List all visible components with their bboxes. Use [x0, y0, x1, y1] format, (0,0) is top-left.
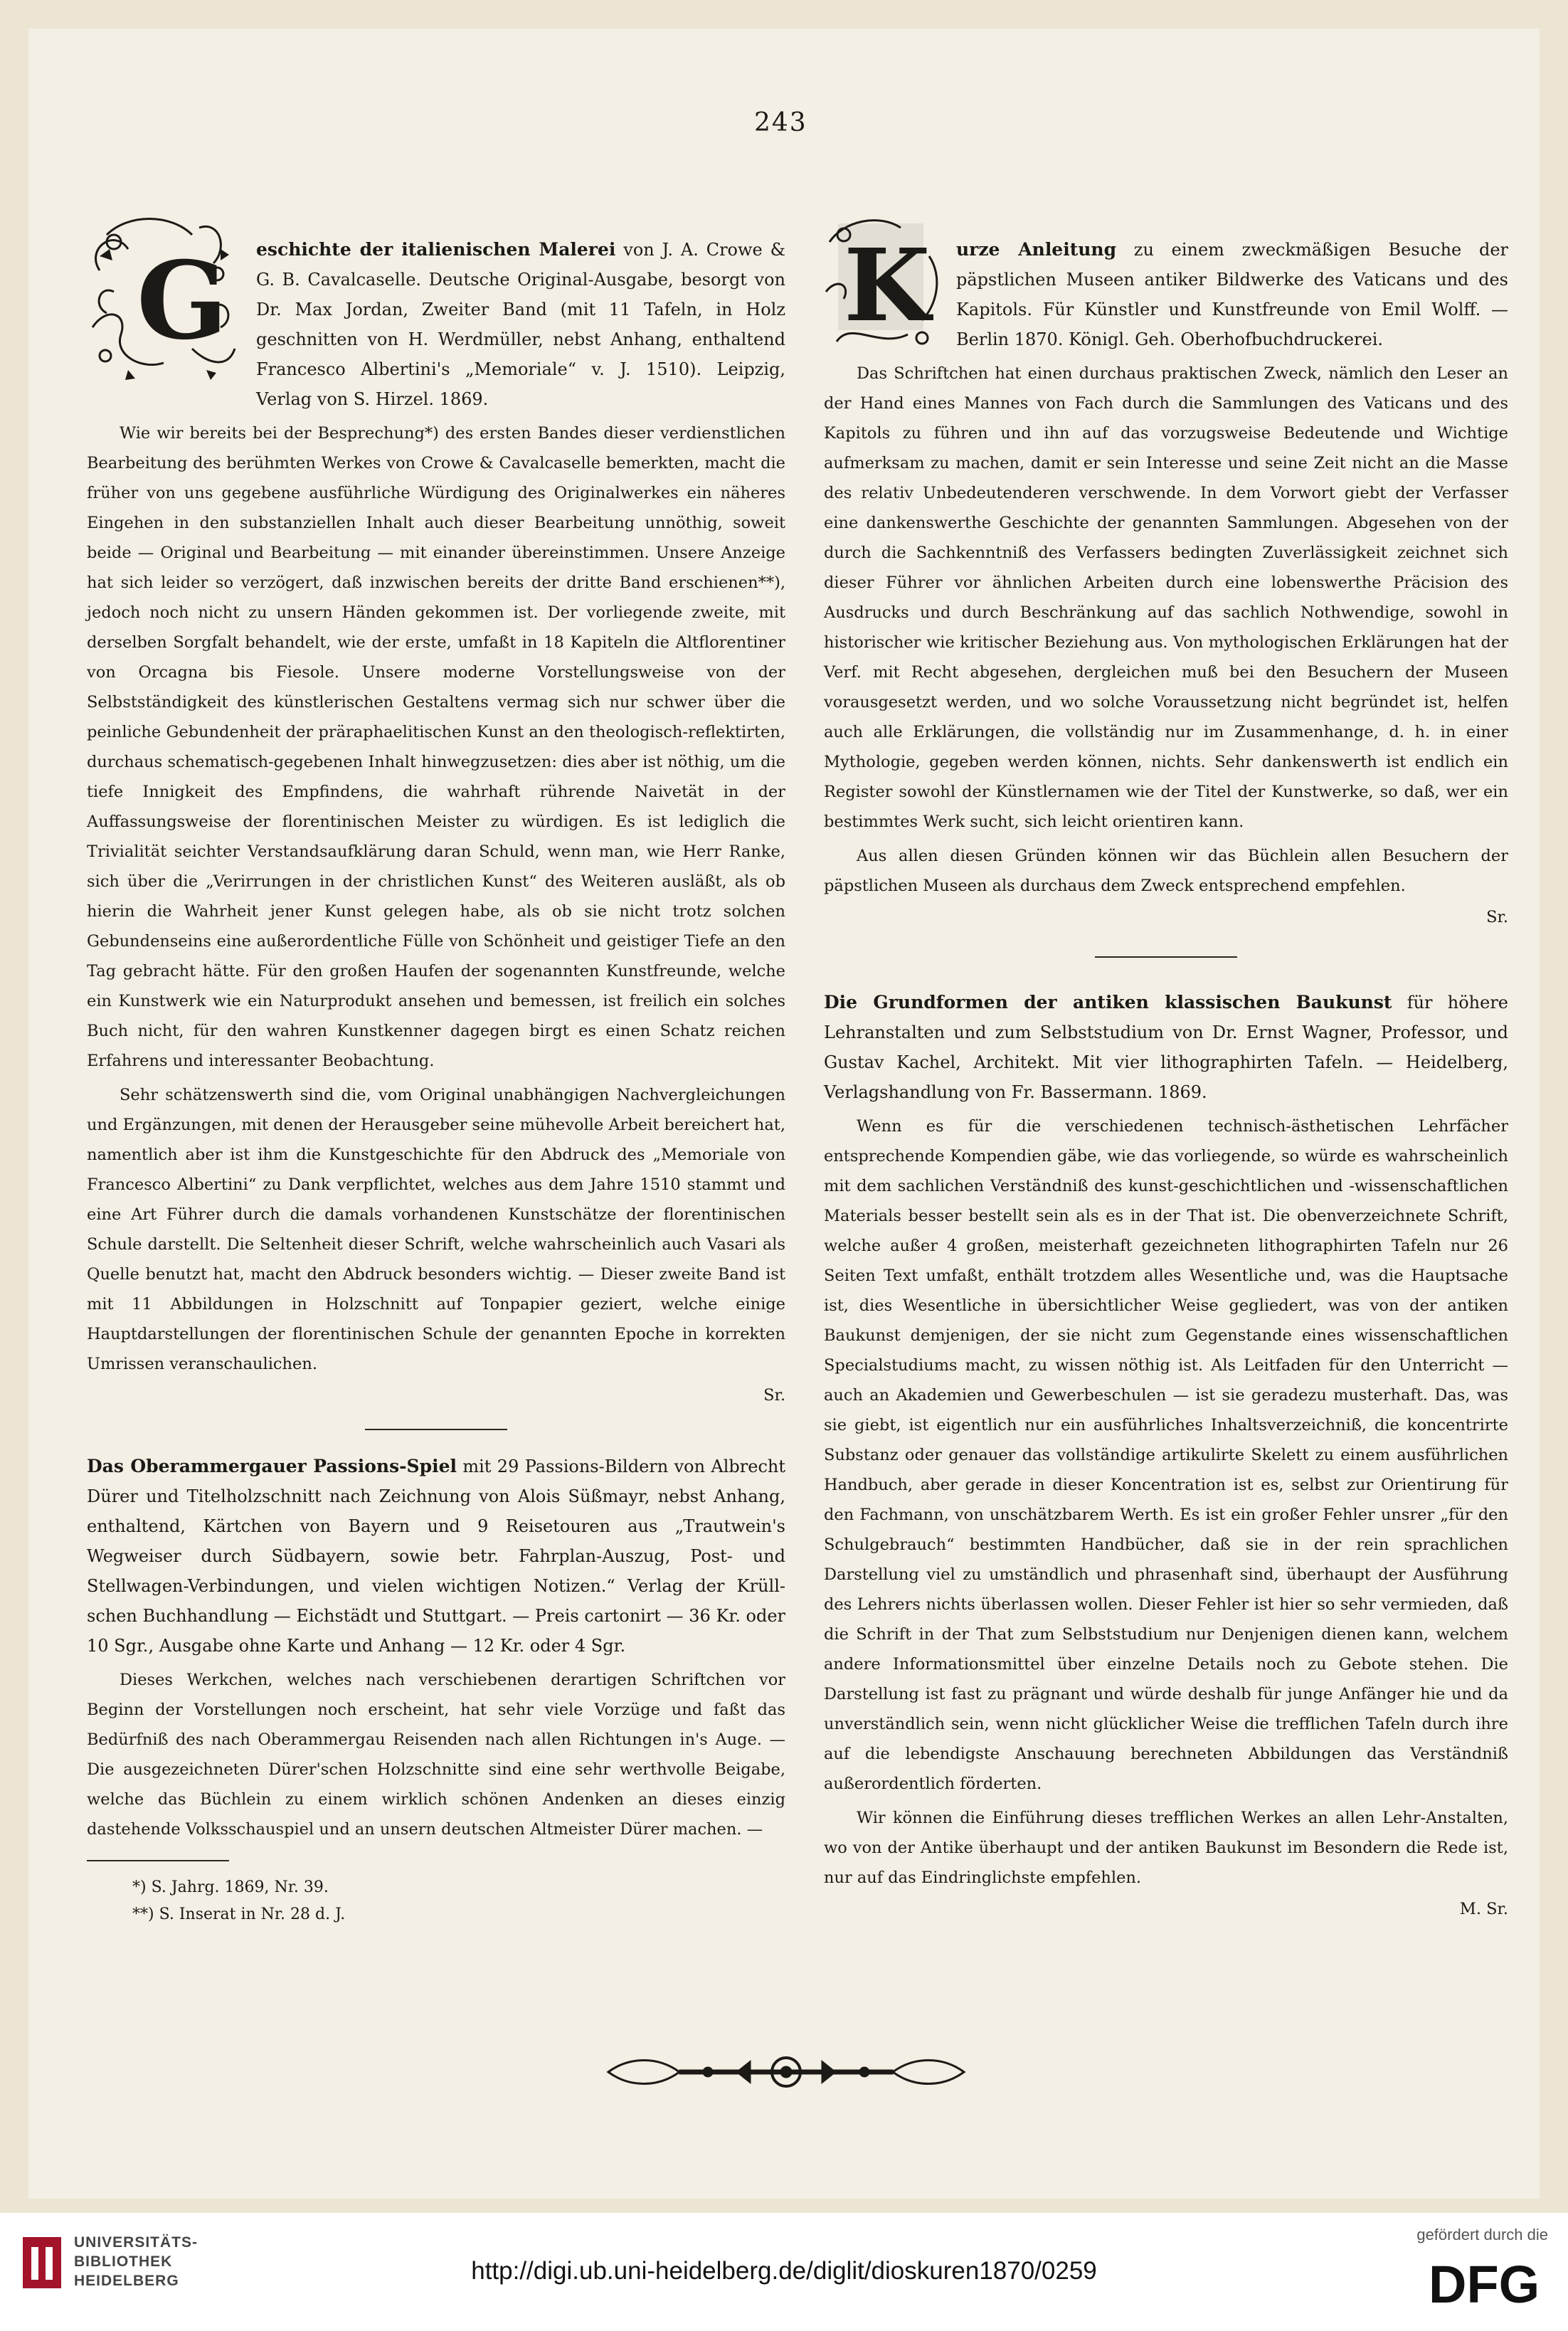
paragraph: Dieses Werkchen, welches nach verschiebenen derartigen Schriftchen vor Beginn der Vorstellungen noch erscheint, hat sehr viele Vorzüge und faßt das Bedürfniß des nach Oberammergau Reisenden nach allen Richtungen in's Auge. — Die ausgezeichneten Dürer'schen Holzschnitte sind eine sehr werthvolle Beigabe, welche das Büchlein zu einem wirklich schönen Andenken an dieses einzig dastehende Volksschauspiel und an unsern deutschen Altmeister Dürer machen. — — [87, 1671, 785, 1839]
dfg-wordmark: DFG — [1429, 2256, 1540, 2312]
page-number: 243 — [754, 108, 807, 137]
ornamental-initial-icon — [85, 206, 243, 388]
ornament-icon — [601, 2049, 971, 2095]
decorated-initial-g — [85, 206, 243, 388]
article-title: urze Anleitung — [956, 239, 1117, 260]
article-signature: M. Sr. — [1459, 1900, 1508, 1918]
article-title: Das Oberammergauer Passions-Spiel — [87, 1456, 457, 1476]
divider — [365, 1429, 507, 1430]
library-name: UNIVERSITÄTS- BIBLIOTHEK HEIDELBERG — [74, 2234, 198, 2289]
footnote: *) S. Jahrg. 1869, Nr. 39. — [132, 1878, 329, 1896]
paragraph: Wenn es für die verschiedenen technisch-ästhetischen Lehrfächer entsprechende Kompendien gäbe, wie das vorliegende, so würde es wahrscheinlich mit dem sachlichen Verständniß des kunst-geschichtlichen und -wissenschaftlichen Materials besser bestellt sein als es in der That ist. Die obenverzeichnete Schrift, welche außer 4 großen, meisterhaft gezeichneten lithographirten Tafeln nur 26 Seiten Text umfaßt, enthält trotzdem alles Wesentliche und, was die Hauptsache ist, dies Wesentliche in übersichtlicher Weise gegliedert, was von der antiken Baukunst demjenigen, der sie nicht zum Gegenstande eines wissenschaftlichen Specialstudiums macht, zu wissen nöthig ist. Als Leitfaden für den Unterricht — auch an Akademien und Gewerbeschulen — ist sie geradezu musterhaft. Das, was sie giebt, ist eigentlich nur ein ausführliches Inhaltsverzeichniß, die koncentrirte Substanz oder genauer das vollständige artikulirte Skelett zu einem ausführlichen Handbuch, aber gerade in dieser Koncentration ist es, selbst zur Orientirung für den Fachmann, von unschätzbarem Werth. Es ist ein großer Fehler unsrer „für den Schulgebrauch“ bestimmten Handbücher, daß sie in der rein sprachlichen Darstellung viel zu umständlich und phrasenhaft sind, überhaupt der Ausführung des Lehrers nichts überlassen wollen. Dieser Fehler ist hier so sehr vermieden, daß die Schrift in der That zum Selbststudium nur Denjenigen dienen kann, welchem andere Informationsmittel über einzelne Details noch zu Gebote stehen. Die Darstellung ist fast zu prägnant und würde deshalb für junge Anfänger hie und da unverständlich sein, wenn nicht glücklicher Weise die trefflichen Tafeln durch ihre auf die lebendigste Anschauung berechneten Abbildungen das Verständniß außerordentlich förderten. — [824, 1117, 1508, 1793]
article-header — [87, 1452, 785, 1661]
footer-bar — [0, 2213, 1568, 2331]
ornamental-initial-icon — [822, 213, 943, 356]
initial-letter: G — [137, 238, 228, 364]
footnote: **) S. Inserat in Nr. 28 d. J. — [132, 1906, 346, 1923]
initial-letter: K — [844, 228, 931, 344]
article-header — [824, 988, 1508, 1107]
article-signature: Sr. — [763, 1386, 785, 1405]
article-citation: für höhere Lehranstalten und zum Selbststudium von Dr. Ernst Wagner, Professor, und Gustav Kachel, Architekt. Mit vier lithographirten Tafeln. — Heidelberg, Verlagshandlung von Fr. Bassermann. 1869. — [824, 993, 1508, 1102]
paragraph: Das Schriftchen hat einen durchaus praktischen Zweck, nämlich den Leser an der Hand eines Mannes von Fach durch die Sammlungen des Vaticans und des Kapitols zu führen und ihn auf das vorzugsweise Bedeutende und Wichtige aufmerksam zu machen, damit er sein Interesse und seine Zeit nicht an die Masse des relativ Unbedeutenderen verschwende. In dem Vorwort giebt der Verfasser eine dankenswerthe Geschichte der genannten Sammlungen. Abgesehen von der durch die Sachkenntniß des Verfassers bedingten Zuverlässigkeit zeichnet sich dieser Führer vor ähnlichen Arbeiten durch eine lobenswerthe Präcision des Ausdrucks und durch Beschränkung auf das sachlich Nothwendige, sowohl in historischer wie kritischer Beziehung aus. Von mythologischen Erklärungen hat der Verf. mit Recht abgesehen, dergleichen muß bei den Besuchern der Museen vorausgesetzt werden, und wo solche Voraussetzung nicht begründet ist, helfen auch alle Erklärungen, die vollständig nur im Zusammenhange, d. h. in einer Mythologie, gegeben werden können, nichts. Sehr dankenswerth ist endlich ein Register sowohl der Künstlernamen wie der Titel der Kunstwerke, so daß, wer ein bestimmtes Werk sucht, sich leicht orientiren kann. — [824, 364, 1508, 831]
divider — [1095, 956, 1237, 958]
article-citation: mit 29 Passions-Bildern von Albrecht Dürer und Titelholzschnitt nach Zeichnung von Alois Süßmayr, nebst Anhang, enthaltend, Kärtchen von Bayern und 9 Reisetouren aus „Trautwein's Wegweiser durch Südbayern, sowie betr. Fahrplan-Auszug, Post- und Stellwagen-Verbindungen, und vielen wichtigen Notizen.“ Verlag der Krüll-schen Buchhandlung — Eichstädt und Stuttgart. — Preis cartonirt — 36 Kr. oder 10 Sgr., Ausgabe ohne Karte und Anhang — 12 Kr. oder 4 Sgr. — [87, 1457, 785, 1656]
source-url-link[interactable]: http://digi.ub.uni-heidelberg.de/diglit/dioskuren1870/0259 — [471, 2257, 1097, 2285]
paragraph: Aus allen diesen Gründen können wir das Büchlein allen Besuchern der päpstlichen Museen als durchaus dem Zweck entsprechend empfehlen. — [824, 847, 1508, 895]
article-title: Die Grundformen der antiken klassischen Baukunst — [824, 992, 1392, 1013]
footnote-divider — [87, 1860, 229, 1861]
article-citation: zu einem zweckmäßigen Besuche der päpstlichen Museen antiker Bildwerke des Vaticans und des Kapitols. Für Künstler und Kunstfreunde von Emil Wolff. — Berlin 1870. Königl. Geh. Oberhofbuchdruckerei. — [956, 240, 1508, 349]
article-signature: Sr. — [1486, 908, 1508, 926]
left-column — [87, 235, 785, 1928]
paragraph: Wir können die Einführung dieses trefflichen Werkes an allen Lehr-Anstalten, wo von der Antike überhaupt und der antiken Baukunst im Besondern die Rede ist, nur auf das Eindringlichste empfehlen. — [824, 1809, 1508, 1887]
right-column — [824, 228, 1508, 1928]
paragraph: Sehr schätzenswerth sind die, vom Original unabhängigen Nachvergleichungen und Ergänzungen, mit denen der Herausgeber seine mühevolle Arbeit bereichert hat, namentlich aber ist ihm die Kunstgeschichte für den Abdruck des „Memoriale von Francesco Albertini“ zu Dank verpflichtet, welches aus dem Jahre 1510 stammt und eine Art Führer durch die damals vorhandenen Kunstschätze der florentinischen Schule darstellt. Die Seltenheit dieser Schrift, welche wahrscheinlich auch Vasari als Quelle benutzt hat, macht den Abdruck besonders wichtig. — Dieser zweite Band ist mit 11 Abbildungen in Holzschnitt auf Tonpapier geziert, welche einige Hauptdarstellungen der florentinischen Schule der genannten Epoche in korrekten Umrissen veranschaulichen. — [87, 1086, 785, 1373]
dfg-logo-icon — [1426, 2256, 1547, 2312]
article-citation: von J. A. Crowe & G. B. Cavalcaselle. Deutsche Original-Ausgabe, besorgt von Dr. Max Jordan, Zweiter Band (mit 11 Tafeln, in Holz geschnitten von H. Werdmüller, nebst Anhang, enthaltend Francesco Albertini's „Memoriale“ v. J. 1510). Leipzig, Verlag von S. Hirzel. 1869. — [256, 240, 785, 409]
funding-label: gefördert durch die — [1416, 2226, 1548, 2243]
article-title: eschichte der italienischen Malerei — [256, 239, 616, 260]
decorated-initial-k — [822, 213, 943, 356]
paragraph: Wie wir bereits bei der Besprechung*) des ersten Bandes dieser verdienstlichen Bearbeitung des berühmten Werkes von Crowe & Cavalcaselle bemerkten, macht die früher von uns gegebene ausführliche Würdigung des Originalwerkes ein näheres Eingehen in den substanziellen Inhalt auch dieser Bearbeitung unnöthig, soweit beide — Original und Bearbeitung — mit einander übereinstimmen. Unsere Anzeige hat sich leider so verzögert, daß inzwischen bereits der dritte Band erschienen**), jedoch noch nicht zu unsern Händen gekommen ist. Der vorliegende zweite, mit derselben Sorgfalt behandelt, wie der erste, umfaßt in 18 Kapiteln die Altflorentiner von Orcagna bis Fiesole. Unsere moderne Vorstellungsweise von der Selbstständigkeit des künstlerischen Gestaltens vermag sich nur schwer über die peinliche Gebundenheit der präraphaelitischen Kunst an den theologisch-reflektirten, durchaus schematisch-gegebenen Inhalt hinwegzusetzen: dies aber ist nöthig, um die tiefe Innigkeit des Empfindens, die wahrhaft rührende Naivetät in der Auffassungsweise der florentinischen Meister zu würdigen. Es ist lediglich die Trivialität seichter Verstandsaufklärung daran Schuld, wenn man, wie Herr Ranke, sich über die „Verirrungen in der christlichen Kunst“ des Weiteren ausläßt, als ob hierin die Wahrheit jener Kunst gelegen habe, als ob sie nicht trotz solchen Gebundenseins eine außerordentliche Fülle von Schönheit und geistiger Tiefe an den Tag gebracht hätte. Für den großen Haufen der sogenannten Kunstfreunde, welche ein Kunstwerk wie ein Naturprodukt ansehen und bemessen, ist freilich ein solches Buch nicht, für den wahren Kunstkenner dagegen birgt es einen Schatz reichen Erfahrens und interessanter Beobachtung. — [87, 424, 785, 1070]
